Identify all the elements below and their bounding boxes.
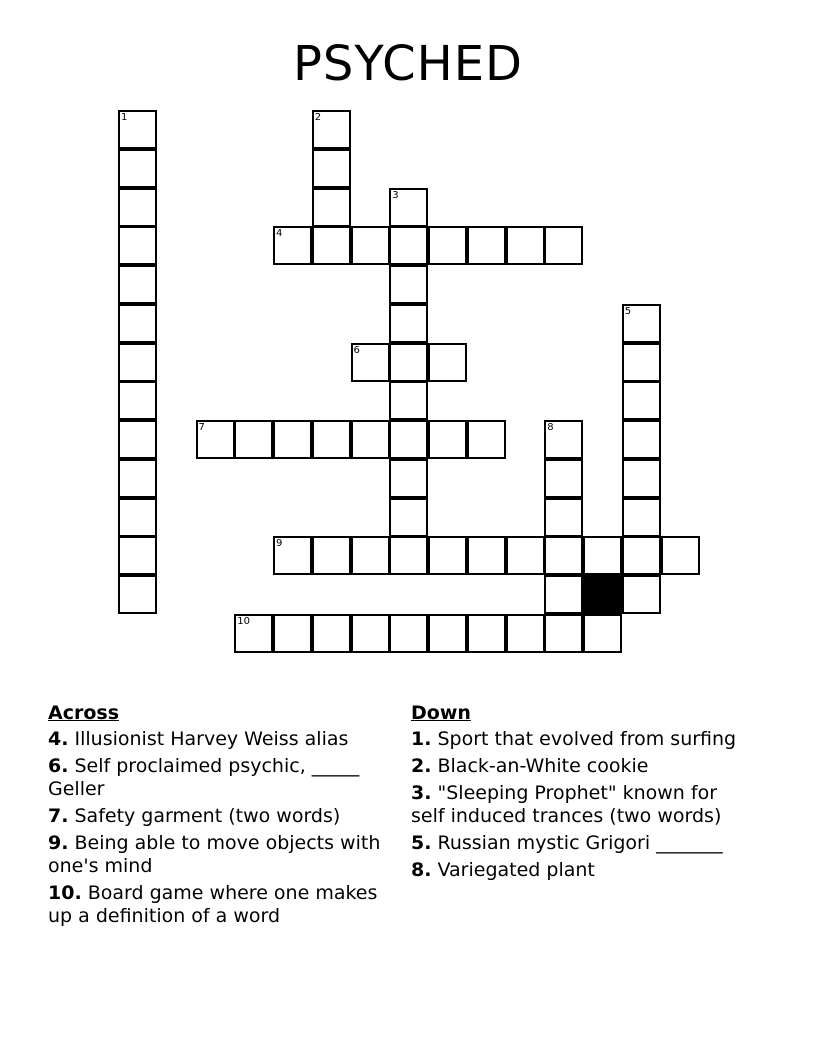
grid-cell[interactable] — [428, 343, 467, 382]
cell-number: 4 — [276, 228, 283, 240]
clue-number: 10. — [48, 882, 82, 904]
clue-number: 2. — [411, 755, 432, 777]
clue-text: Board game where one makes up a definition of a word — [48, 882, 378, 927]
grid-cell[interactable] — [428, 226, 467, 265]
grid-cell[interactable] — [622, 381, 661, 420]
grid-cell[interactable] — [544, 226, 583, 265]
grid-cell[interactable] — [428, 614, 467, 653]
grid-cell[interactable] — [467, 536, 506, 575]
down-heading: Down — [411, 702, 471, 724]
grid-cell[interactable] — [273, 226, 312, 265]
grid-cell[interactable] — [389, 420, 428, 459]
grid-cell[interactable] — [312, 226, 351, 265]
grid-cell[interactable] — [661, 536, 700, 575]
clue-text: Safety garment (two words) — [68, 805, 341, 827]
clue-across-9 — [48, 832, 393, 878]
grid-cell[interactable] — [544, 498, 583, 537]
grid-cell[interactable] — [622, 575, 661, 614]
clue-text: Being able to move objects with one's mind — [48, 832, 381, 877]
cell-number: 10 — [237, 615, 250, 627]
grid-cell[interactable] — [118, 149, 157, 188]
clue-across-4 — [48, 728, 393, 751]
grid-cell[interactable] — [351, 614, 390, 653]
clue-number: 4. — [48, 728, 69, 750]
grid-cell[interactable] — [389, 265, 428, 304]
clue-number: 5. — [411, 832, 432, 854]
grid-cell[interactable] — [389, 226, 428, 265]
grid-cell[interactable] — [467, 420, 506, 459]
grid-cell[interactable] — [196, 420, 235, 459]
clue-text: "Sleeping Prophet" known for self induced trances (two words) — [411, 782, 722, 827]
clue-text: Illusionist Harvey Weiss alias — [68, 728, 349, 750]
grid-cell[interactable] — [389, 343, 428, 382]
grid-cell[interactable] — [273, 536, 312, 575]
clue-text: Self proclaimed psychic, _____ Geller — [48, 755, 360, 800]
grid-cell[interactable] — [544, 575, 583, 614]
grid-cell[interactable] — [389, 536, 428, 575]
clue-text: Sport that evolved from surfing — [431, 728, 737, 750]
grid-cell[interactable] — [389, 614, 428, 653]
grid-cell[interactable] — [506, 614, 545, 653]
grid-cell[interactable] — [389, 304, 428, 343]
clue-text: Russian mystic Grigori _______ — [431, 832, 723, 854]
clue-number: 7. — [48, 805, 69, 827]
grid-cell[interactable] — [428, 420, 467, 459]
grid-cell[interactable] — [544, 614, 583, 653]
clue-number: 3. — [411, 782, 432, 804]
grid-cell[interactable] — [118, 188, 157, 227]
grid-cell[interactable] — [234, 614, 273, 653]
grid-cell[interactable] — [118, 459, 157, 498]
grid-cell[interactable] — [312, 149, 351, 188]
clue-number: 1. — [411, 728, 432, 750]
clue-down-5 — [411, 832, 741, 855]
grid-cell[interactable] — [389, 188, 428, 227]
cell-number: 3 — [392, 189, 399, 201]
grid-cell[interactable] — [544, 420, 583, 459]
clue-across-6 — [48, 755, 393, 801]
grid-cell[interactable] — [622, 536, 661, 575]
grid-cell[interactable] — [118, 226, 157, 265]
grid-cell[interactable] — [351, 420, 390, 459]
grid-cell[interactable] — [544, 459, 583, 498]
grid-cell[interactable] — [622, 343, 661, 382]
grid-cell[interactable] — [118, 575, 157, 614]
grid-cell[interactable] — [389, 498, 428, 537]
across-clues — [48, 702, 393, 932]
grid-cell[interactable] — [118, 420, 157, 459]
cell-number: 8 — [547, 422, 554, 433]
grid-cell[interactable] — [273, 420, 312, 459]
cell-number: 5 — [624, 305, 632, 317]
clue-number: 9. — [48, 832, 69, 854]
grid-cell[interactable] — [583, 536, 622, 575]
clue-number: 8. — [411, 859, 432, 881]
grid-cell[interactable] — [506, 536, 545, 575]
grid-cell[interactable] — [312, 110, 351, 149]
grid-cell[interactable] — [118, 110, 157, 149]
grid-cell[interactable] — [544, 536, 583, 575]
grid-cell[interactable] — [118, 381, 157, 420]
clue-text: Variegated plant — [431, 859, 595, 881]
grid-cell[interactable] — [506, 226, 545, 265]
clue-down-2 — [411, 755, 741, 778]
grid-cell[interactable] — [118, 343, 157, 382]
cell-number: 9 — [276, 538, 283, 550]
clue-down-8 — [411, 859, 741, 882]
grid-cell[interactable] — [622, 459, 661, 498]
grid-cell[interactable] — [351, 536, 390, 575]
clue-text: Black-an-White cookie — [431, 755, 649, 777]
grid-cell[interactable] — [351, 226, 390, 265]
grid-cell[interactable] — [622, 304, 661, 343]
clue-across-10 — [48, 882, 393, 928]
grid-cell[interactable] — [118, 265, 157, 304]
grid-cell[interactable] — [622, 420, 661, 459]
grid-cell[interactable] — [428, 536, 467, 575]
grid-cell[interactable] — [234, 420, 273, 459]
grid-cell[interactable] — [622, 498, 661, 537]
puzzle-title: PSYCHED — [292, 36, 523, 92]
cell-number: 7 — [198, 422, 205, 433]
grid-cell[interactable] — [312, 420, 351, 459]
down-clues — [411, 702, 741, 886]
grid-cell[interactable] — [583, 614, 622, 653]
cell-number: 2 — [314, 112, 322, 123]
grid-cell[interactable] — [467, 226, 506, 265]
grid-cell[interactable] — [389, 459, 428, 498]
clue-across-7 — [48, 805, 393, 828]
across-heading: Across — [48, 702, 120, 724]
grid-cell[interactable] — [389, 381, 428, 420]
cell-number: 1 — [121, 112, 128, 123]
grid-cell[interactable] — [312, 614, 351, 653]
clue-number: 6. — [48, 755, 69, 777]
cell-number: 6 — [353, 344, 360, 356]
grid-cell[interactable] — [273, 614, 312, 653]
clue-down-3 — [411, 782, 741, 828]
grid-cell[interactable] — [118, 304, 157, 343]
clue-down-1 — [411, 728, 741, 751]
grid-cell[interactable] — [312, 188, 351, 227]
grid-cell[interactable] — [351, 343, 390, 382]
grid-cell[interactable] — [467, 614, 506, 653]
grid-cell[interactable] — [118, 498, 157, 537]
grid-cell[interactable] — [312, 536, 351, 575]
block-cell — [583, 575, 622, 614]
grid-cell[interactable] — [118, 536, 157, 575]
